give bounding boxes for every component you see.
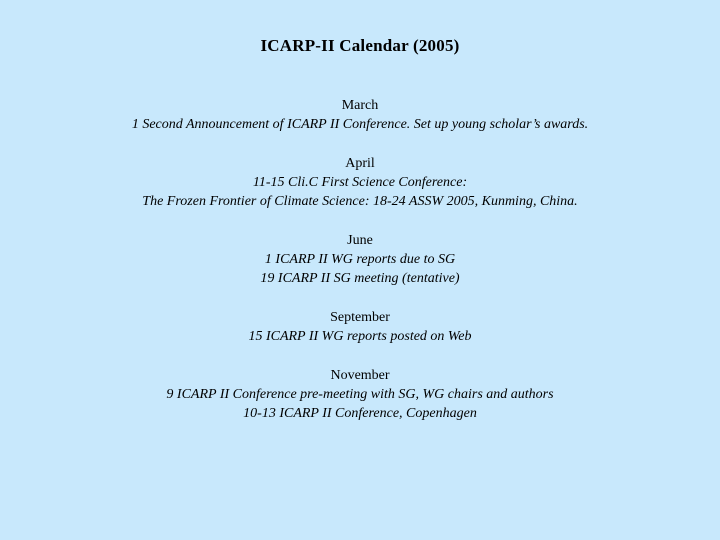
calendar-entry: 1 ICARP II WG reports due to SG: [264, 252, 456, 267]
calendar-entry: 9 ICARP II Conference pre-meeting with SG, WG chairs and authors: [166, 387, 554, 402]
month-heading: April: [345, 156, 375, 171]
month-block-september: [0, 308, 720, 346]
calendar-entry: 1 Second Announcement of ICARP II Conference. Set up young scholar’s awards.: [131, 117, 589, 132]
calendar-entry: The Frozen Frontier of Climate Science: 18-24 ASSW 2005, Kunming, China.: [142, 194, 578, 209]
calendar-entry: 15 ICARP II WG reports posted on Web: [248, 329, 472, 344]
month-heading: March: [341, 98, 379, 113]
month-heading: September: [330, 310, 390, 325]
page-title: ICARP-II Calendar (2005): [260, 36, 460, 55]
calendar-entry: 10-13 ICARP II Conference, Copenhagen: [243, 406, 477, 421]
calendar-list: [0, 96, 720, 443]
month-block-april: [0, 154, 720, 211]
calendar-entry: 19 ICARP II SG meeting (tentative): [260, 271, 460, 286]
month-block-november: [0, 366, 720, 423]
month-heading: November: [330, 368, 390, 383]
calendar-entry: 11-15 Cli.C First Science Conference:: [252, 175, 468, 190]
month-block-march: [0, 96, 720, 134]
month-block-june: [0, 231, 720, 288]
month-heading: June: [347, 233, 373, 248]
